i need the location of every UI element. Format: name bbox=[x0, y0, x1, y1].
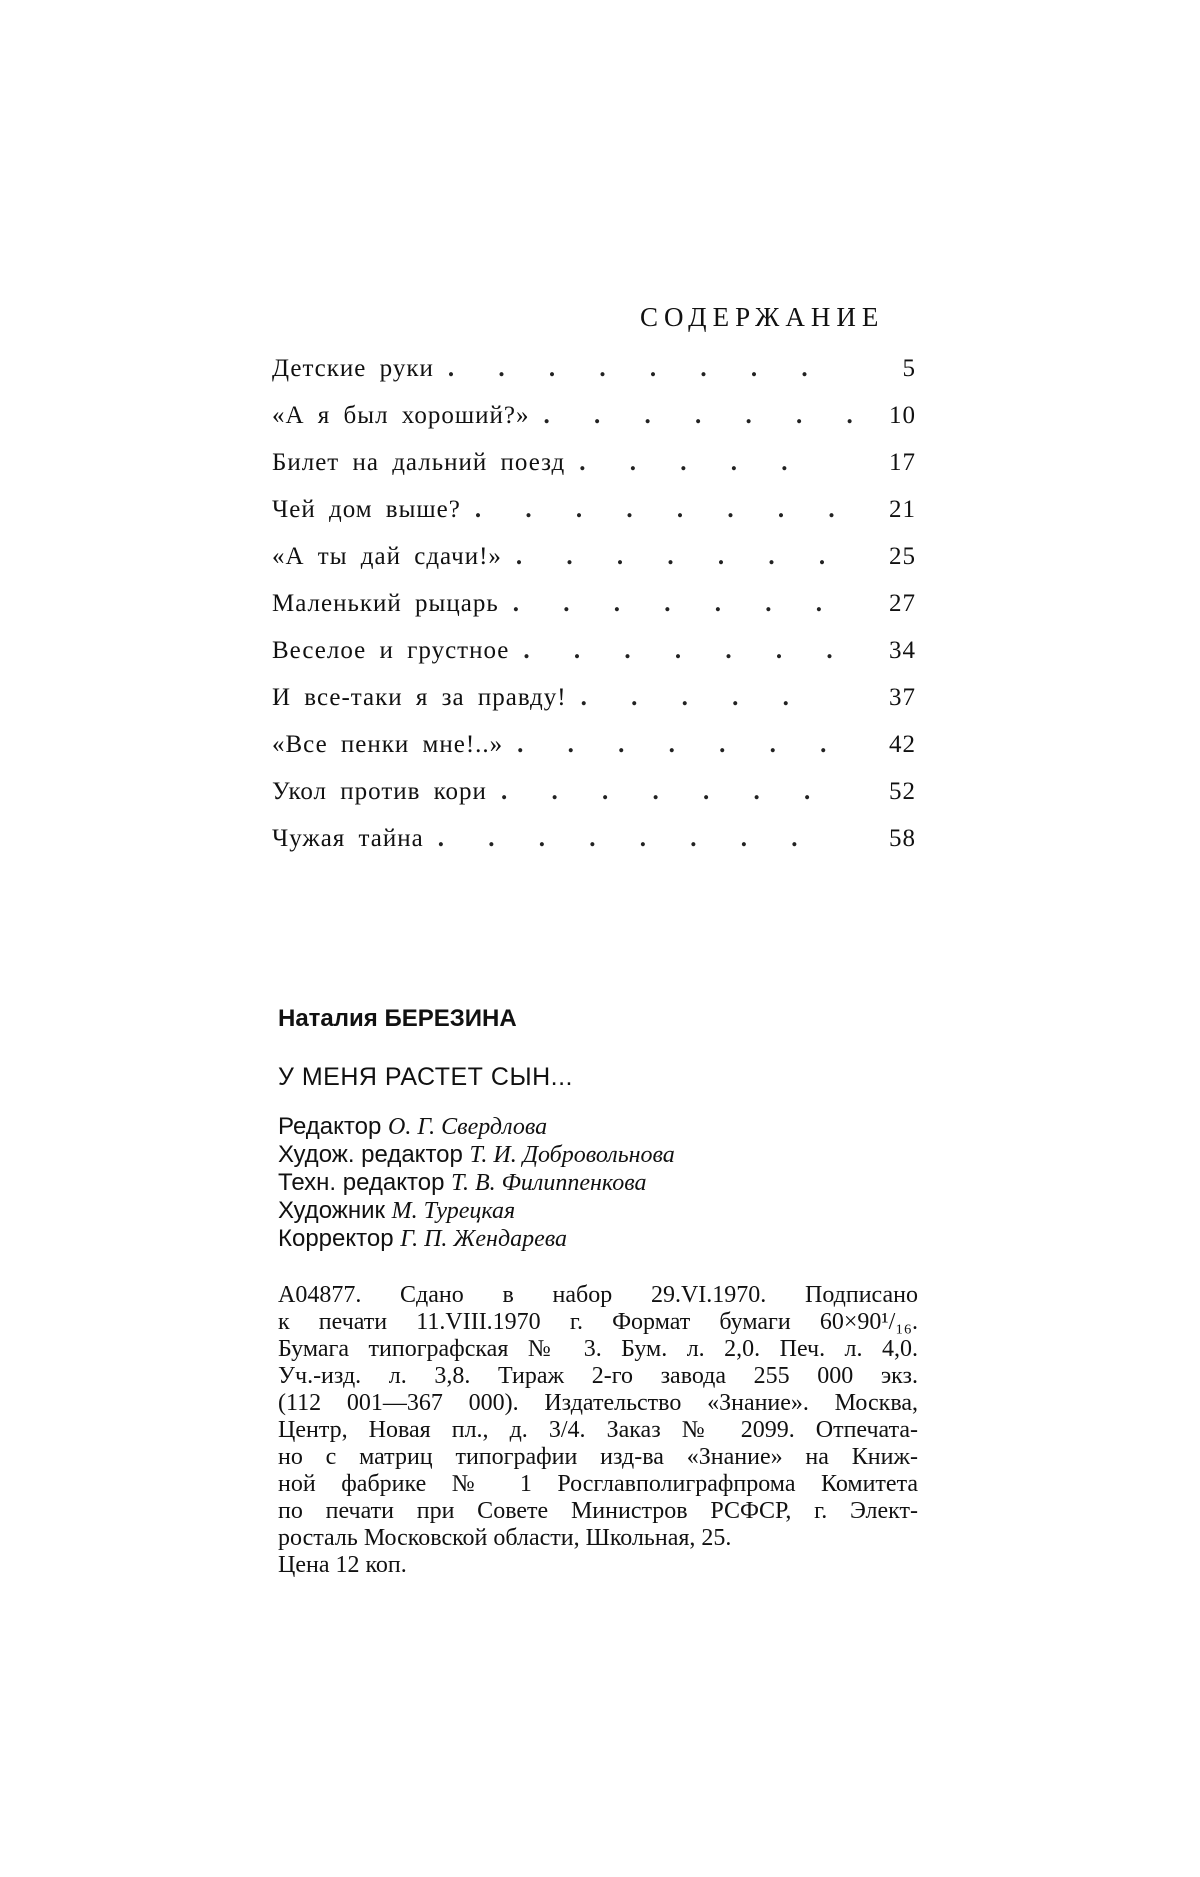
credit-role: Худож. редактор bbox=[278, 1141, 463, 1168]
toc-item bbox=[272, 825, 916, 872]
imprint-line: росталь Московской области, Школьная, 25. bbox=[278, 1525, 918, 1552]
credit-line bbox=[278, 1225, 938, 1253]
toc-leader-dots: . . . . . bbox=[579, 449, 860, 477]
book-page bbox=[0, 0, 1200, 1877]
toc-item-label: И все-таки я за правду! bbox=[272, 684, 581, 712]
imprint-line: (112 001—367 000). Издательство «Знание». Москва, bbox=[278, 1390, 918, 1417]
toc-item-label: Веселое и грустное bbox=[272, 637, 523, 665]
price-line: Цена 12 коп. bbox=[278, 1552, 918, 1579]
credit-role: Техн. редактор bbox=[278, 1169, 444, 1196]
credit-role: Редактор bbox=[278, 1113, 381, 1140]
toc-leader-dots: . . . . . . . bbox=[523, 637, 860, 665]
imprint-line: но с матриц типографии изд-ва «Знание» на Книж- bbox=[278, 1444, 918, 1471]
credit-person: Г. П. Жендарева bbox=[400, 1226, 567, 1252]
toc-leader-dots: . . . . . . . bbox=[513, 590, 860, 618]
credit-person: Т. И. Добровольнова bbox=[470, 1142, 675, 1168]
toc-item bbox=[272, 637, 916, 684]
toc-item-page: 42 bbox=[860, 731, 916, 759]
toc-item-page: 37 bbox=[860, 684, 916, 712]
book-title: У МЕНЯ РАСТЕТ СЫН... bbox=[278, 1063, 573, 1092]
toc-item bbox=[272, 449, 916, 496]
toc-item-label: Чужая тайна bbox=[272, 825, 438, 853]
toc-leader-dots: . . . . . . . . bbox=[475, 496, 860, 524]
imprint-line: ной фабрике № 1 Росглавполиграфпрома Комитета bbox=[278, 1471, 918, 1498]
toc-leader-dots: . . . . . . . . bbox=[516, 543, 860, 571]
toc-item bbox=[272, 402, 916, 449]
toc-item bbox=[272, 731, 916, 778]
toc-leader-dots: . . . . . . . bbox=[501, 778, 860, 806]
imprint-block bbox=[278, 1282, 918, 1579]
toc-item-label: Маленький рыцарь bbox=[272, 590, 513, 618]
imprint-line: по печати при Совете Министров РСФСР, г. Элект- bbox=[278, 1498, 918, 1525]
imprint-line: к печати 11.VIII.1970 г. Формат бумаги 60×90¹/₁₆. bbox=[278, 1309, 918, 1336]
toc-item-page: 52 bbox=[860, 778, 916, 806]
toc-leader-dots: . . . . . . . bbox=[517, 731, 860, 759]
table-of-contents bbox=[272, 355, 916, 872]
imprint-line: Уч.-изд. л. 3,8. Тираж 2-го завода 255 000 экз. bbox=[278, 1363, 918, 1390]
credit-person: М. Турецкая bbox=[392, 1198, 516, 1224]
toc-leader-dots: . . . . . . . bbox=[543, 402, 860, 430]
author-name: Наталия БЕРЕЗИНА bbox=[278, 1005, 517, 1033]
imprint-line: Центр, Новая пл., д. 3/4. Заказ № 2099. Отпечата- bbox=[278, 1417, 918, 1444]
toc-item-page: 21 bbox=[860, 496, 916, 524]
toc-item-page: 34 bbox=[860, 637, 916, 665]
imprint-line: А04877. Сдано в набор 29.VI.1970. Подписано bbox=[278, 1282, 918, 1309]
credit-line bbox=[278, 1197, 938, 1225]
toc-leader-dots: . . . . . bbox=[581, 684, 860, 712]
toc-item bbox=[272, 496, 916, 543]
toc-leader-dots: . . . . . . . . bbox=[438, 825, 860, 853]
toc-item bbox=[272, 543, 916, 590]
toc-item bbox=[272, 355, 916, 402]
credit-person: О. Г. Свердлова bbox=[388, 1114, 547, 1140]
toc-item-page: 10 bbox=[860, 402, 916, 430]
toc-item bbox=[272, 778, 916, 825]
credit-role: Корректор bbox=[278, 1225, 394, 1252]
toc-item-label: Детские руки bbox=[272, 355, 448, 383]
toc-item bbox=[272, 590, 916, 637]
toc-item-label: Билет на дальний поезд bbox=[272, 449, 579, 477]
toc-item-page: 17 bbox=[860, 449, 916, 477]
toc-item-page: 25 bbox=[860, 543, 916, 571]
toc-item-page: 5 bbox=[860, 355, 916, 383]
credit-line bbox=[278, 1169, 938, 1197]
toc-leader-dots: . . . . . . . . bbox=[448, 355, 860, 383]
toc-item-label: «А я был хороший?» bbox=[272, 402, 543, 430]
credits-list bbox=[278, 1113, 938, 1253]
toc-item-label: Укол против кори bbox=[272, 778, 501, 806]
toc-title: СОДЕРЖАНИЕ bbox=[640, 302, 884, 333]
credit-line bbox=[278, 1113, 938, 1141]
toc-item-page: 58 bbox=[860, 825, 916, 853]
credit-role: Художник bbox=[278, 1197, 385, 1224]
credit-person: Т. В. Филиппенкова bbox=[451, 1170, 646, 1196]
imprint-line: Бумага типографская № 3. Бум. л. 2,0. Печ. л. 4,0. bbox=[278, 1336, 918, 1363]
credit-line bbox=[278, 1141, 938, 1169]
toc-item-label: Чей дом выше? bbox=[272, 496, 475, 524]
toc-item-page: 27 bbox=[860, 590, 916, 618]
toc-item-label: «Все пенки мне!..» bbox=[272, 731, 517, 759]
toc-item bbox=[272, 684, 916, 731]
toc-item-label: «А ты дай сдачи!» bbox=[272, 543, 516, 571]
